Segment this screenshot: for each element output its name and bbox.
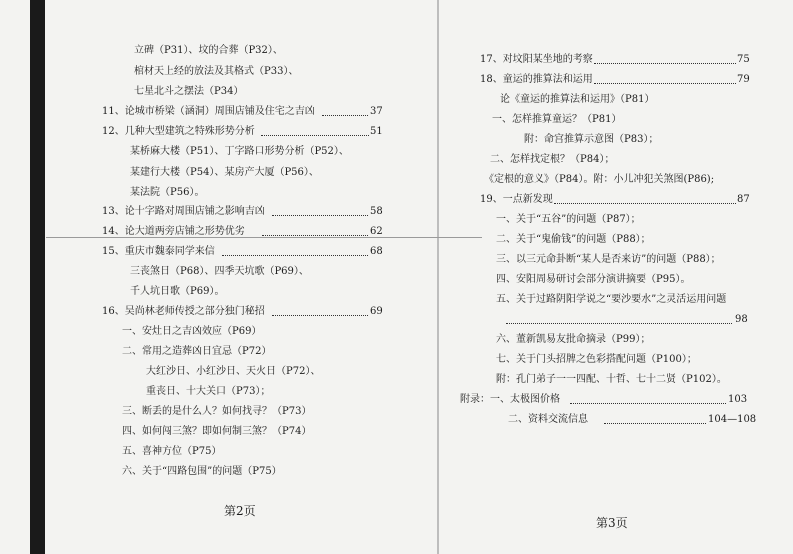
toc-subentry: 三丧煞日（P68）、四季天坑歌（P69）、 bbox=[130, 266, 309, 277]
toc-subentry: 五、喜神方位（P75） bbox=[122, 446, 222, 457]
toc-subentry: 六、关于“四路包围”的问题（P75） bbox=[122, 466, 282, 477]
toc-subentry: 二、常用之造葬凶日宜忌（P72） bbox=[122, 346, 272, 357]
leader-dots bbox=[506, 323, 732, 324]
toc-entry-11: 11、论城市桥梁（涵洞）周围店铺及住宅之吉凶 bbox=[102, 106, 315, 117]
left-page bbox=[46, 0, 436, 554]
toc-entry-15: 15、重庆市魏泰同学来信 bbox=[102, 246, 215, 257]
leader-dots bbox=[272, 215, 368, 216]
leader-dots bbox=[322, 115, 368, 116]
page-ref-18: 79 bbox=[737, 74, 750, 85]
toc-subentry: 棺材天上经的放法及其格式（P33）、 bbox=[134, 66, 299, 77]
page-ref-appendix-2: 104—108 bbox=[708, 414, 757, 425]
toc-entry-14: 14、论大道两旁店铺之形势优劣 bbox=[102, 226, 245, 237]
toc-subentry: 论《童运的推算法和运用》（P81） bbox=[500, 94, 655, 105]
toc-subentry: 七、关于门头招牌之色彩搭配问题（P100）； bbox=[496, 354, 697, 365]
page-ref-16: 69 bbox=[370, 306, 383, 317]
toc-subentry: 一、安灶日之吉凶效应（P69） bbox=[122, 326, 262, 337]
page-ref-19-5: 98 bbox=[735, 314, 748, 325]
toc-subentry: 二、关于“鬼偷钱”的问题（P88）； bbox=[496, 234, 651, 245]
page-footer-left: 第2页 bbox=[224, 504, 256, 518]
toc-subentry: 四、安阳周易研讨会部分演讲摘要（P95）。 bbox=[496, 274, 691, 285]
leader-dots bbox=[262, 235, 368, 236]
toc-subentry: 某建行大楼（P54）、某房产大厦（P56）、 bbox=[130, 167, 319, 178]
toc-subentry: 三、以三元命卦断“某人是否来访”的问题（P88）； bbox=[496, 254, 721, 265]
toc-subentry: 某桥麻大楼（P51）、丁字路口形势分析（P52）、 bbox=[130, 146, 349, 157]
page-ref-13: 58 bbox=[370, 206, 383, 217]
leader-dots bbox=[554, 203, 736, 204]
toc-subentry: 一、关于“五谷”的问题（P87）； bbox=[496, 214, 641, 225]
page-ref-17: 75 bbox=[737, 54, 750, 65]
toc-subentry: 附：命宫推算示意图（P83）； bbox=[524, 134, 659, 145]
page-ref-14: 62 bbox=[370, 226, 383, 237]
page-ref-15: 68 bbox=[370, 246, 383, 257]
toc-subentry: 一、怎样推算童运？（P81） bbox=[492, 114, 622, 125]
toc-subentry: 重丧日、十大关口（P73）； bbox=[146, 386, 271, 397]
toc-subentry: 五、关于过路阴阳学说之“要沙要水”之灵活运用问题 bbox=[496, 294, 727, 305]
page-footer-right: 第3页 bbox=[596, 516, 628, 530]
leader-dots bbox=[594, 83, 736, 84]
leader-dots bbox=[604, 423, 706, 424]
toc-subentry: 四、如何闯三煞？即如何制三煞？（P74） bbox=[122, 426, 312, 437]
toc-subentry: 某法院（P56）。 bbox=[130, 187, 205, 198]
toc-subentry: 二、怎样找定根？（P84）； bbox=[490, 154, 615, 165]
toc-entry-17: 17、对坟阳某坐地的考察 bbox=[480, 54, 593, 65]
binding-shadow bbox=[30, 0, 45, 554]
page-ref-11: 37 bbox=[370, 106, 383, 117]
page-gutter bbox=[437, 0, 439, 554]
toc-subentry: 六、董新凯易友批命摘录（P99）； bbox=[496, 334, 651, 345]
leader-dots bbox=[261, 135, 369, 136]
toc-subentry: 千人坑日歌（P69）。 bbox=[130, 286, 225, 297]
page-ref-12: 51 bbox=[370, 126, 383, 137]
toc-entry-19: 19、一点新发现 bbox=[480, 194, 553, 205]
toc-appendix-2: 二、资料交流信息 bbox=[508, 414, 588, 425]
toc-subentry: 立碑（P31）、坟的合葬（P32）、 bbox=[134, 45, 283, 56]
toc-entry-12: 12、几种大型建筑之特殊形势分析 bbox=[102, 126, 255, 137]
toc-subentry: 《定根的意义》（P84）。附：小儿冲犯关煞图(P86); bbox=[484, 174, 715, 185]
page-ref-19: 87 bbox=[737, 194, 750, 205]
leader-dots bbox=[594, 63, 736, 64]
toc-entry-13: 13、论十字路对周围店铺之影响吉凶 bbox=[102, 206, 265, 217]
toc-entry-16: 16、吴尚林老师传授之部分独门秘招 bbox=[102, 306, 265, 317]
toc-appendix-1: 附录：一、太极图价格 bbox=[460, 394, 560, 405]
leader-dots bbox=[570, 403, 726, 404]
toc-subentry: 附：孔门弟子一一四配、十哲、七十二贤（P102）。 bbox=[496, 374, 727, 385]
leader-dots bbox=[272, 315, 368, 316]
leader-dots bbox=[222, 255, 368, 256]
toc-subentry: 三、断丢的是什么人？如何找寻？（P73） bbox=[122, 406, 312, 417]
page-ref-appendix-1: 103 bbox=[728, 394, 748, 405]
right-page bbox=[440, 0, 793, 554]
toc-subentry: 七星北斗之摆法（P34） bbox=[134, 86, 244, 97]
toc-entry-18: 18、童运的推算法和运用 bbox=[480, 74, 593, 85]
toc-subentry: 大红沙日、小红沙日、天火日（P72）、 bbox=[146, 366, 321, 377]
